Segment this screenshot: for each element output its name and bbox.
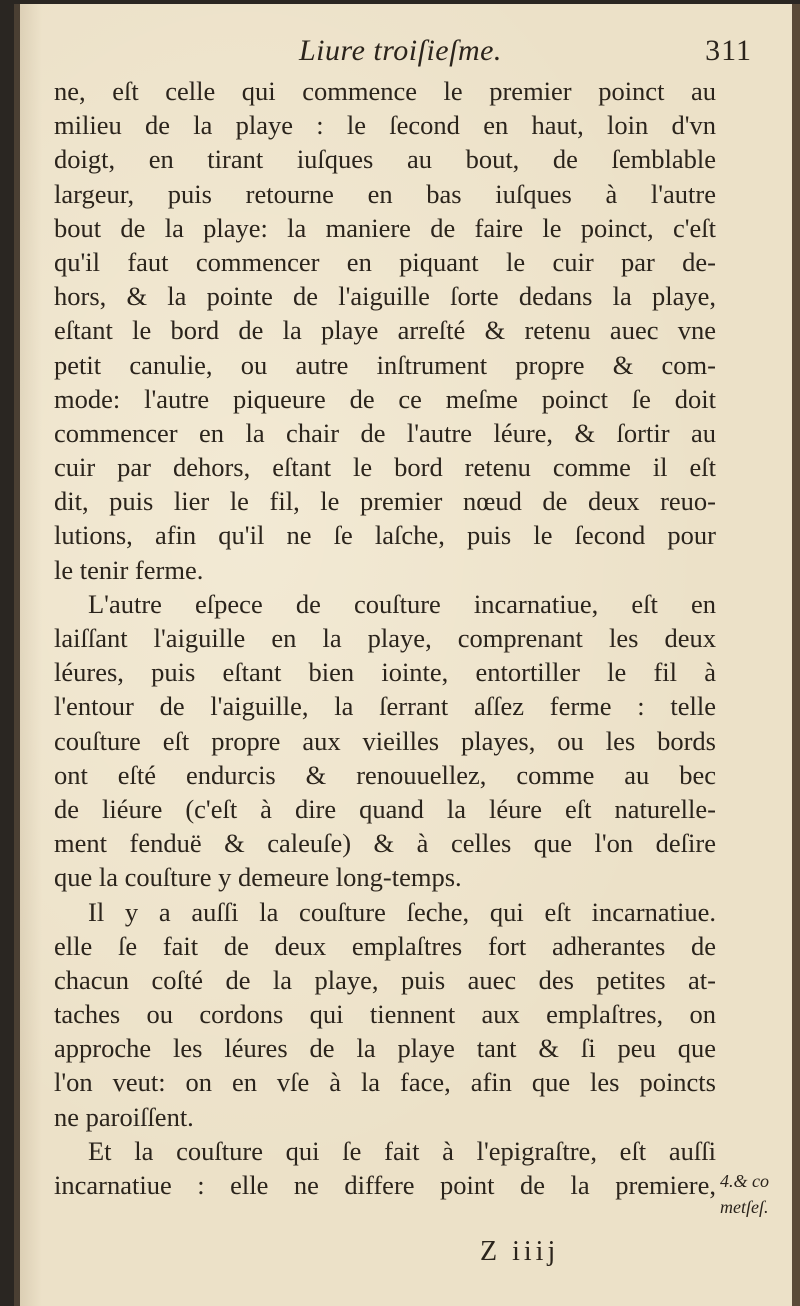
running-title: Liure troiſieſme. — [299, 34, 502, 67]
text-line: cuir par dehors, eſtant le bord retenu comme il eſt — [54, 452, 716, 483]
paragraph-start-line: Et la couſture qui ſe fait à l'epigraſtre, eſt auſſi — [88, 1135, 716, 1166]
text-line: de liéure (c'eſt à dire quand la léure eſt naturelle- — [54, 793, 716, 824]
text-line: doigt, en tirant iuſques au bout, de ſemblable — [54, 144, 716, 175]
text-line: incarnatiue : elle ne differe point de la premiere, — [54, 1170, 716, 1200]
text-line: le tenir ferme. — [54, 554, 204, 585]
text-line: lutions, afin qu'il ne ſe laſche, puis le ſecond pour — [54, 520, 716, 551]
text-line: bout de la playe: la maniere de faire le poinct, c'eſt — [54, 212, 716, 243]
signature-mark: Z iiij — [480, 1236, 560, 1267]
text-line: chacun coſté de la playe, puis auec des petites at- — [54, 964, 716, 995]
text-line: ment fenduë & caleuſe) & à celles que l'on deſire — [54, 828, 716, 859]
text-line: l'entour de l'aiguille, la ſerrant aſſez ferme : telle — [54, 691, 716, 722]
text-line: petit canulie, ou autre inſtrument propre & com- — [54, 349, 716, 380]
text-line: hors, & la pointe de l'aiguille ſorte dedans la playe, — [54, 281, 716, 312]
running-head — [54, 34, 752, 74]
text-line: taches ou cordons qui tiennent aux emplaſtres, on — [54, 999, 716, 1030]
text-line: ne paroiſſent. — [54, 1101, 194, 1132]
text-line: approche les léures de la playe tant & ſi peu que — [54, 1033, 716, 1064]
text-line: l'on veut: on en vſe à la face, afin que les poincts — [54, 1067, 716, 1098]
margin-note — [720, 1168, 769, 1220]
text-line: commencer en la chair de l'autre léure, & ſortir au — [54, 417, 716, 448]
text-line: eſtant le bord de la playe arreſté & retenu auec vne — [54, 315, 716, 346]
book-page — [14, 4, 792, 1306]
page-number: 311 — [705, 34, 752, 67]
text-line: ne, eſt celle qui commence le premier poinct au — [54, 76, 716, 106]
margin-note-line: 4.& co — [720, 1171, 769, 1191]
text-line: mode: l'autre piqueure de ce meſme poinct ſe doit — [54, 383, 716, 414]
text-line: dit, puis lier le fil, le premier nœud de deux reuo- — [54, 486, 716, 517]
text-line: qu'il faut commencer en piquant le cuir par de- — [54, 246, 716, 277]
paragraph-start-line: L'autre eſpece de couſture incarnatiue, eſt en — [88, 588, 716, 619]
text-line: ont eſté endurcis & renouuellez, comme au bec — [54, 759, 716, 790]
margin-note-line: metſeſ. — [720, 1197, 769, 1217]
text-line: milieu de la playe : le ſecond en haut, loin d'vn — [54, 110, 716, 141]
body-text — [54, 74, 716, 1202]
paragraph-start-line: Il y a auſſi la couſture ſeche, qui eſt incarnatiue. — [88, 896, 716, 927]
text-line: elle ſe fait de deux emplaſtres fort adherantes de — [54, 930, 716, 961]
text-line: laiſſant l'aiguille en la playe, comprenant les deux — [54, 623, 716, 653]
text-line: que la couſture y demeure long-temps. — [54, 862, 462, 893]
text-line: couſture eſt propre aux vieilles playes, ou les bords — [54, 725, 716, 756]
text-line: largeur, puis retourne en bas iuſques à l'autre — [54, 178, 716, 209]
text-line: léures, puis eſtant bien iointe, entortiller le fil à — [54, 657, 716, 688]
